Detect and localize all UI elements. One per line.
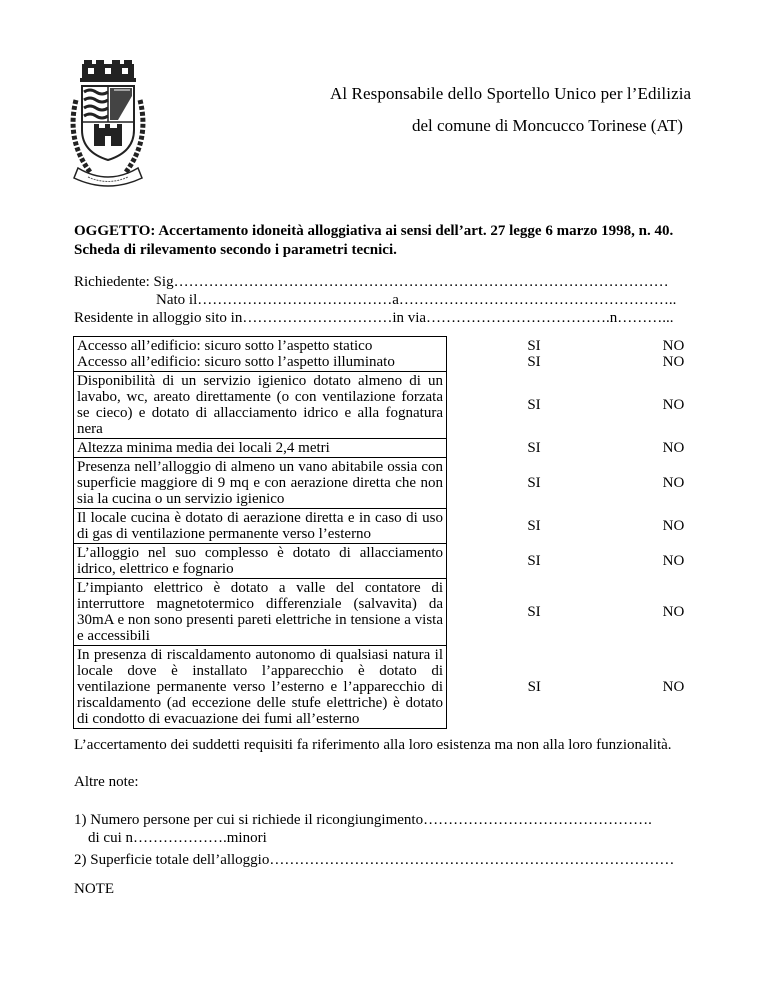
no-option[interactable]: NO <box>662 475 685 491</box>
applicant-name-line: Richiedente: Sig……………………………………………………………………………………… <box>74 274 669 290</box>
requirement-text: Accesso all’edificio: sicuro sotto l’aspetto statico Accesso all’edificio: sicuro sotto l’aspetto illuminato <box>74 337 447 372</box>
table-row <box>74 337 726 372</box>
recipient-line-2: del comune di Moncucco Torinese (AT) <box>412 116 683 135</box>
applicant-birth-line: Nato il…………………………………a……………………………………………….. <box>156 292 677 308</box>
subject-line-2: Scheda di rilevamento secondo i parametri tecnici. <box>74 242 397 258</box>
no-option[interactable]: NO <box>662 397 685 413</box>
subject-line-1: OGGETTO: Accertamento idoneità alloggiativa ai sensi dell’art. 27 legge 6 marzo 1998, n. 40. <box>74 223 674 239</box>
notes-label: NOTE <box>74 881 114 897</box>
no-option[interactable]: NO NO <box>662 338 685 370</box>
requirements-table <box>73 336 726 729</box>
si-option[interactable]: SI <box>527 518 541 534</box>
si-option[interactable]: SI SI <box>527 338 541 370</box>
si-option[interactable]: SI <box>527 679 541 695</box>
applicant-block <box>74 273 699 327</box>
no-option[interactable]: NO <box>662 604 685 620</box>
disclaimer-text: L’accertamento dei suddetti requisiti fa riferimento alla loro esistenza ma non alla loro funzionalità. <box>74 737 672 753</box>
si-option[interactable]: SI <box>527 475 541 491</box>
table-row <box>74 579 726 646</box>
table-row <box>74 372 726 439</box>
requirement-text: L’alloggio nel suo complesso è dotato di allacciamento idrico, elettrico e fognario <box>74 544 447 579</box>
requirement-text: Disponibilità di un servizio igienico dotato almeno di un lavabo, wc, areato direttamente (o con ventilazione forzata se cieco) e dotato di allacciamento idrico e alla fognatura nera <box>74 372 447 439</box>
minors-count-line: di cui n……………….minori <box>88 830 267 846</box>
other-notes-label: Altre note: <box>74 774 139 790</box>
si-option[interactable]: SI <box>527 604 541 620</box>
no-option[interactable]: NO <box>662 440 685 456</box>
no-option[interactable]: NO <box>662 518 685 534</box>
table-row <box>74 544 726 579</box>
total-area-line: 2) Superficie totale dell’alloggio……………………………………………………………………… <box>74 852 675 868</box>
applicant-residence-line: Residente in alloggio sito in…………………………in via……………………………….n………... <box>74 310 674 326</box>
requirement-text: Il locale cucina è dotato di aerazione diretta e in caso di uso di gas di ventilazione permanente verso l’esterno <box>74 509 447 544</box>
si-option[interactable]: SI <box>527 440 541 456</box>
municipal-crest-logo <box>60 60 156 190</box>
requirement-text: Presenza nell’alloggio di almeno un vano abitabile ossia con superficie maggiore di 9 mq e con aerazione diretta che non sia la cucina o un servizio igienico <box>74 458 447 509</box>
table-row <box>74 439 726 458</box>
reunification-count-block <box>74 811 699 847</box>
table-row <box>74 458 726 509</box>
requirement-text: Altezza minima media dei locali 2,4 metri <box>74 439 447 458</box>
si-option[interactable]: SI <box>527 553 541 569</box>
reunification-count-line: 1) Numero persone per cui si richiede il ricongiungimento………………………………………. <box>74 812 652 828</box>
table-row <box>74 509 726 544</box>
recipient-line-1: Al Responsabile dello Sportello Unico per l’Edilizia <box>330 84 692 103</box>
subject-block <box>74 222 699 260</box>
si-option[interactable]: SI <box>527 397 541 413</box>
no-option[interactable]: NO <box>662 553 685 569</box>
requirement-text: L’impianto elettrico è dotato a valle del contatore di interruttore magnetotermico differenziale (salvavita) da 30mA e non sono presenti pareti elettriche in tensione a vista e accessibili <box>74 579 447 646</box>
table-row <box>74 646 726 729</box>
requirement-text: In presenza di riscaldamento autonomo di qualsiasi natura il locale dove è installato l’apparecchio è dotato di ventilazione permanente verso l’esterno e l’apparecchio di riscaldamento (ad eccezione delle stufe elettriche) è dotato di condotto di evacuazione dei fumi all’esterno <box>74 646 447 729</box>
no-option[interactable]: NO <box>662 679 685 695</box>
disclaimer-paragraph <box>74 736 699 754</box>
